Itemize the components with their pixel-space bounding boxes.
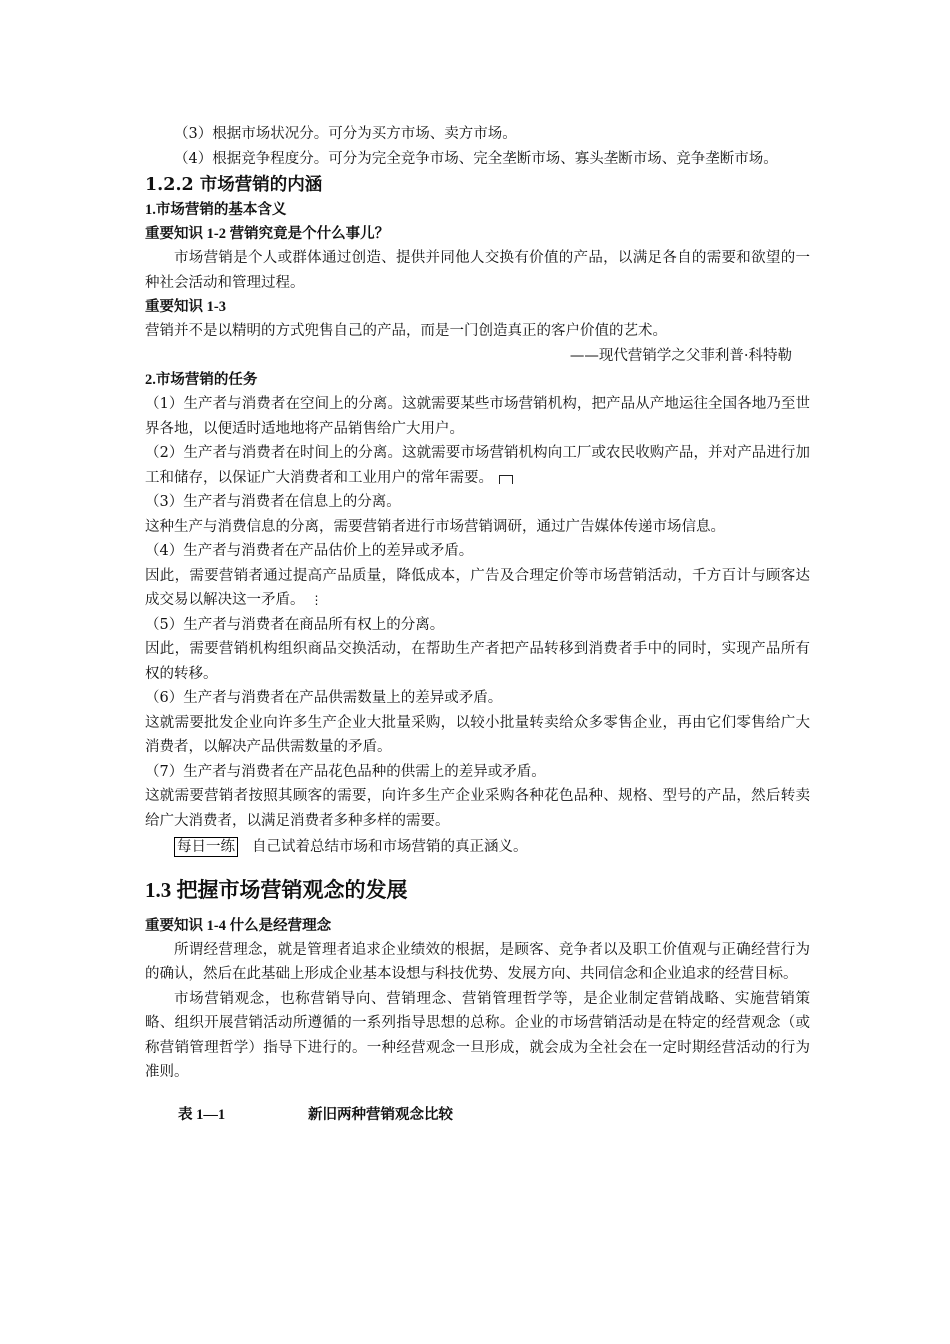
task-5: （5）生产者与消费者在商品所有权上的分离。 [145, 616, 445, 633]
subheading-basic-meaning: 1.市场营销的基本含义 [145, 202, 287, 218]
task-5-body: 因此，需要营销机构组织商品交换活动，在帮助生产者把产品转移到消费者手中的同时，实现产品所有权的转移。 [145, 641, 810, 682]
paragraph-market-status: （3）根据市场状况分。可分为买方市场、卖方市场。 [174, 126, 517, 142]
task-4-body-text: 因此，需要营销者通过提高产品质量，降低成本，广告及合理定价等市场营销活动，千方百计与顾客达成交易以解决这一矛盾。 [145, 567, 810, 608]
marketing-concept-paragraph: 市场营销观念，也称营销导向、营销理念、营销管理哲学等，是企业制定营销战略、实施营销策略、组织开展营销活动所遵循的一系列指导思想的总称。企业的市场营销活动是在特定的经营观念（或称营销管理哲学）指导下进行的。一种经营观念一旦形成，就会成为全社会在一定时期经营活动的行为准则。 [145, 990, 810, 1080]
task-3: （3）生产者与消费者在信息上的分离。 [145, 494, 401, 510]
task-6-body: 这就需要批发企业向许多生产企业大批量采购，以较小批量转卖给众多零售企业，再由它们零售给广大消费者，以解决产品供需数量的矛盾。 [145, 714, 810, 755]
task-4-body [145, 564, 810, 613]
task-7-body: 这就需要营销者按照其顾客的需要，向许多生产企业采购各种花色品种、规格、型号的产品，然后转卖给广大消费者，以满足消费者多种多样的需要。 [145, 788, 810, 829]
task-7: （7）生产者与消费者在产品花色品种的供需上的差异或矛盾。 [145, 763, 546, 780]
vertical-dots-icon: ⋮ [310, 593, 323, 607]
task-1: （1）生产者与消费者在空间上的分离。这就需要某些市场营销机构，把产品从产地运往全国各地乃至世界各地，以便适时适地地将产品销售给广大用户。 [145, 396, 810, 437]
task-4: （4）生产者与消费者在产品估价上的差异或矛盾。 [145, 543, 474, 559]
knowledge-1-2-heading: 重要知识 1-2 营销究竟是个什么事儿？ [145, 226, 390, 242]
pen-mark-icon [499, 475, 513, 484]
task-3-body: 这种生产与消费信息的分离，需要营销者进行市场营销调研，通过广告媒体传递市场信息。 [145, 518, 725, 535]
section-heading-1-3: 1.3 把握市场营销观念的发展 [145, 877, 408, 902]
paragraph-competition-degree: （4）根据竞争程度分。可分为完全竞争市场、完全垄断市场、寡头垄断市场、竞争垄断市场。 [174, 150, 778, 167]
daily-practice [145, 835, 810, 860]
task-6: （6）生产者与消费者在产品供需数量上的差异或矛盾。 [145, 690, 503, 706]
daily-practice-label: 每日一练 [174, 837, 238, 857]
subheading-marketing-tasks: 2.市场营销的任务 [145, 372, 258, 388]
knowledge-1-3-heading: 重要知识 1-3 [145, 299, 226, 315]
knowledge-1-4-heading: 重要知识 1-4 什么是经营理念 [145, 917, 332, 934]
document-page [145, 122, 810, 1127]
marketing-definition: 市场营销是个人或群体通过创造、提供并同他人交换有价值的产品，以满足各自的需要和欲望的一种社会活动和管理过程。 [145, 250, 810, 291]
task-2 [145, 441, 810, 490]
table-title: 新旧两种营销观念比较 [308, 1106, 453, 1123]
kotler-quote-source: ——现代营销学之父菲利普·科特勒 [569, 347, 792, 364]
table-number: 表 1—1 [178, 1106, 226, 1123]
daily-practice-text: 自己试着总结市场和市场营销的真正涵义。 [252, 839, 528, 855]
task-2-text: （2）生产者与消费者在时间上的分离。这就需要市场营销机构向工厂或农民收购产品，并对产品进行加工和储存，以保证广大消费者和工业用户的常年需要。 [145, 445, 810, 486]
section-heading-1-2-2: 1.2.2 市场营销的内涵 [145, 175, 323, 195]
kotler-quote: 营销并不是以精明的方式兜售自己的产品，而是一门创造真正的客户价值的艺术。 [145, 323, 667, 339]
table-caption [145, 1103, 810, 1127]
task-list [145, 392, 810, 833]
business-philosophy-paragraph: 所谓经营理念，就是管理者追求企业绩效的根据，是顾客、竞争者以及职工价值观与正确经营行为的确认，然后在此基础上形成企业基本设想与科技优势、发展方向、共同信念和企业追求的经营目标。 [145, 941, 810, 982]
